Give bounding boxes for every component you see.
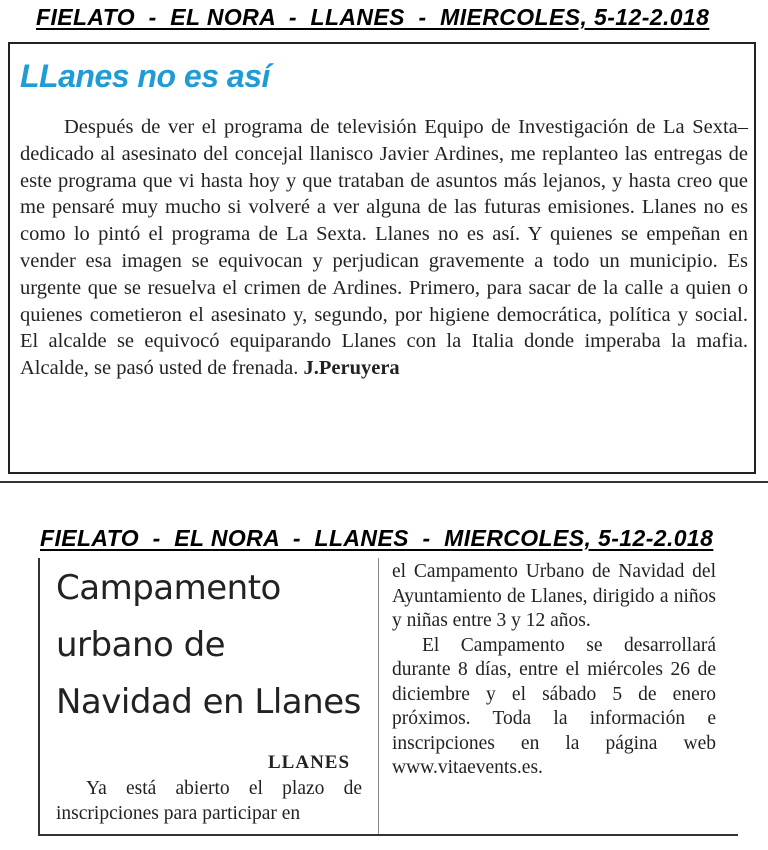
column-rule (378, 558, 379, 834)
article-paragraph-1: el Campamento Urbano de Navidad del Ayuntamiento de Llanes, dirigido a niños y niñas entre 3 y 12 años. (392, 561, 716, 631)
letter-box (8, 42, 756, 474)
section-divider (0, 481, 768, 483)
letter-signature: J.Peruyera (303, 357, 400, 380)
letter-body (20, 114, 748, 382)
article-paragraph-2: El Campamento se desarrollará durante 8 días, entre el miércoles 26 de diciembre y el sábado 5 de enero próximos. Toda la información e inscripciones en la página web www.vitaevents.es. (392, 634, 716, 778)
letter-title: LLanes no es así (20, 58, 270, 94)
article-left-column: Ya está abierto el plazo de inscripciones para participar en (56, 778, 362, 824)
article-title (56, 560, 376, 731)
article-byline: LLANES (268, 752, 351, 773)
article-title-line-3: Navidad en Llanes (56, 682, 361, 722)
page-header-bottom: FIELATO - EL NORA - LLANES - MIERCOLES, 5-12-2.018 (40, 525, 714, 551)
article-title-line-2: urbano de (56, 625, 226, 665)
page-header-top: FIELATO - EL NORA - LLANES - MIERCOLES, 5-12-2.018 (36, 4, 710, 30)
article-title-line-1: Campamento (56, 568, 281, 608)
article-right-column (392, 560, 716, 781)
letter-text: Después de ver el programa de televisión Equipo de Investigación de La Sexta– dedicado al asesinato del concejal llanisco Javier Ardines, me replanteo las entregas de este programa que vi hasta hoy y que trataban de asuntos más lejanos, y hasta creo que me pensaré muy mucho si volveré a ver alguna de las futuras emisiones. Llanes no es como lo pintó el programa de La Sexta. Llanes no es así. Y quienes se empeñan en vender esa imagen se equivocan y perjudican gravemente a todo un municipio. Es urgente que se resuelva el crimen de Ardines. Primero, para sacar de la calle a quien o quienes cometieron el asesinato y, segundo, por higiene democrática, política y social. El alcalde se equivocó equiparando Llanes con la Italia donde imperaba la mafia. Alcalde, se pasó usted de frenada. (20, 116, 748, 380)
